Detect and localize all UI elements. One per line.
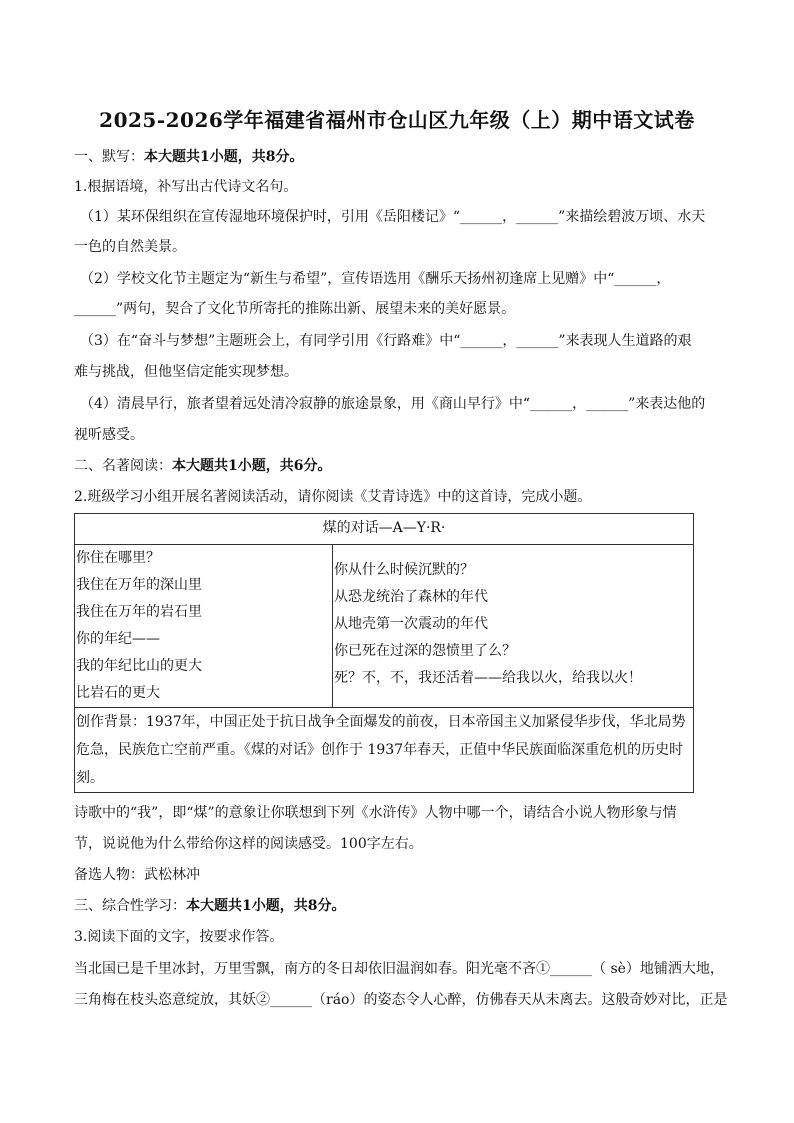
section-1-rule: 本大题共1小题，共8分。 xyxy=(144,149,304,165)
poem-table xyxy=(74,513,694,793)
poem-line: 我住在万年的岩石里 xyxy=(76,604,202,620)
section-2-rule: 本大题共1小题，共6分。 xyxy=(172,458,332,474)
background-line: 刻。 xyxy=(76,770,104,786)
poem-line: 你已死在过深的怨愤里了么？ xyxy=(334,643,516,659)
poem-background xyxy=(75,708,694,793)
poem-title: 煤的对话—A—Y·R· xyxy=(75,514,694,545)
poem-line: 死？不，不，我还活着——给我以火，给我以火！ xyxy=(334,670,642,686)
poem-line: 从恐龙统治了森林的年代 xyxy=(334,589,488,605)
poem-line: 你从什么时候沉默的？ xyxy=(334,562,474,578)
poem-line: 从地壳第一次震动的年代 xyxy=(334,616,488,632)
q3-line: 三角梅在枝头恣意绽放，其妖②______（ráo）的姿态令人心醉，仿佛春天从未离去。这般奇妙对比，正是 xyxy=(74,992,728,1008)
poem-line: 比岩石的更大 xyxy=(76,685,160,701)
q2-stem: 2.班级学习小组开展名著阅读活动，请你阅读《艾青诗选》中的这首诗，完成小题。 xyxy=(74,489,592,505)
background-line: 创作背景：1937年，中国正处于抗日战争全面爆发的前夜，日本帝国主义加紧侵华步伐，华北局势 xyxy=(76,714,686,730)
section-3-heading xyxy=(74,896,724,916)
poem-line: 我住在万年的深山里 xyxy=(76,577,202,593)
section-3-label: 三、综合性学习： xyxy=(74,898,186,914)
q3-stem: 3.阅读下面的文字，按要求作答。 xyxy=(74,929,284,945)
section-1-heading xyxy=(74,147,724,167)
section-2-label: 二、名著阅读： xyxy=(74,458,172,474)
q1-line: 视听感受。 xyxy=(74,427,144,443)
q1-line: （3）在“奋斗与梦想”主题班会上，有同学引用《行路难》中“______，______”来表现人生道路的艰 xyxy=(80,333,692,349)
q2-question: 诗歌中的“我”，即“煤”的意象让你联想到下列《水浒传》人物中哪一个，请结合小说人物形象与情 xyxy=(74,805,677,821)
section-2-heading xyxy=(74,456,724,476)
q1-line: （1）某环保组织在宣传湿地环境保护时，引用《岳阳楼记》“______，______”来描绘碧波万顷、水天 xyxy=(80,209,706,225)
poem-line: 你住在哪里？ xyxy=(76,550,160,566)
background-line: 危急，民族危亡空前严重。《煤的对话》创作于 1937年春天，正值中华民族面临深重危机的历史时 xyxy=(76,742,684,758)
q1-line: ______”两句，契合了文化节所寄托的推陈出新、展望未来的美好愿景。 xyxy=(74,301,516,317)
q2-question: 节，说说他为什么带给你这样的阅读感受。100字左右。 xyxy=(74,836,423,852)
q1-line: （4）清晨早行，旅者望着远处清冷寂静的旅途景象，用《商山早行》中“______，______”来表达他的 xyxy=(80,396,706,412)
q3-line: 当北国已是千里冰封，万里雪飘，南方的冬日却依旧温润如春。阳光毫不吝①______（ sè）地铺洒大地， xyxy=(74,961,724,977)
q1-line: （2）学校文化节主题定为“新生与希望”，宣传语选用《酬乐天扬州初逢席上见赠》中“______， xyxy=(80,271,671,287)
q1-stem: 1.根据语境，补写出古代诗文名句。 xyxy=(74,179,298,195)
q2-candidates: 备选人物：武松林冲 xyxy=(74,867,200,883)
q1-line: 难与挑战，但他坚信定能实现梦想。 xyxy=(74,364,298,380)
poem-line: 你的年纪—— xyxy=(76,631,160,647)
section-3-rule: 本大题共1小题，共8分。 xyxy=(186,898,346,914)
q1-line: 一色的自然美景。 xyxy=(74,239,186,255)
poem-right-column xyxy=(333,545,694,708)
section-1-label: 一、默写： xyxy=(74,149,144,165)
poem-line: 我的年纪比山的更大 xyxy=(76,658,202,674)
page-title: 2025-2026学年福建省福州市仓山区九年级（上）期中语文试卷 xyxy=(99,108,695,132)
poem-left-column xyxy=(75,545,333,708)
